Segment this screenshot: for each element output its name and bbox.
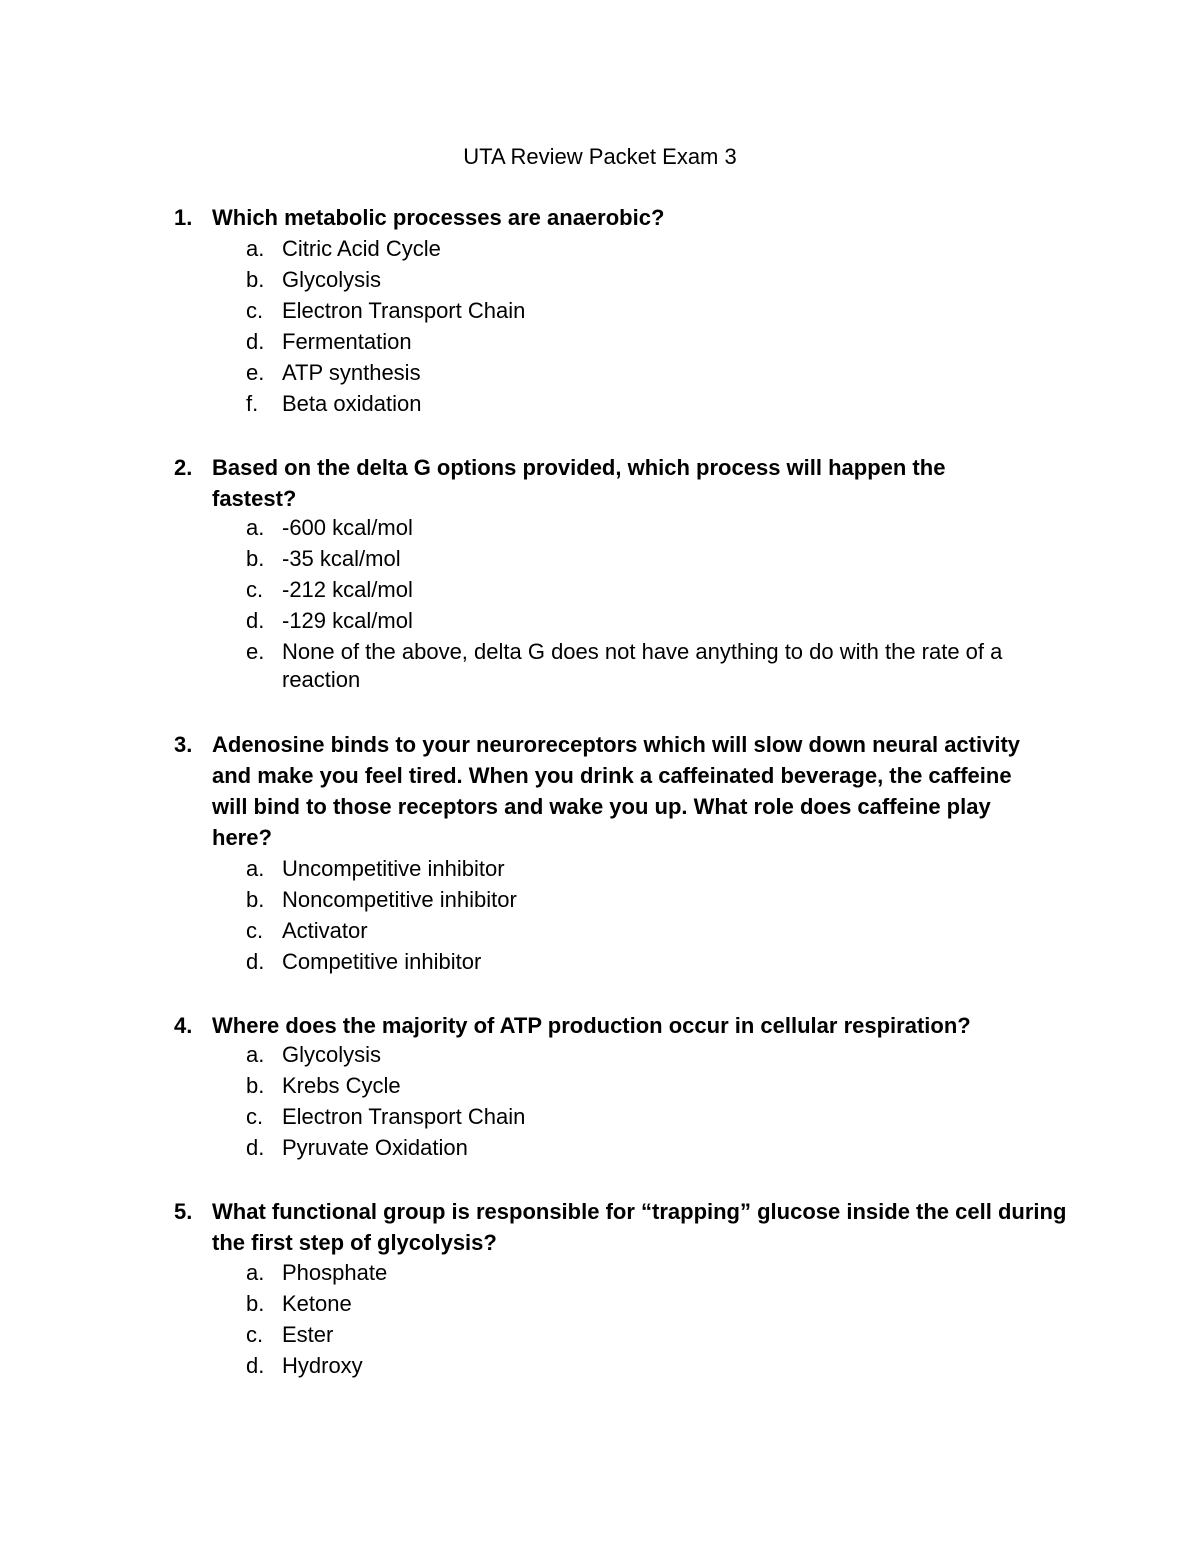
- option-letter: e.: [246, 639, 265, 664]
- option-text: Competitive inhibitor: [282, 949, 482, 974]
- option-text: Noncompetitive inhibitor: [282, 887, 517, 912]
- option-letter: d.: [246, 1135, 265, 1160]
- option-text: ATP synthesis: [282, 360, 421, 385]
- option-letter: b.: [246, 1291, 265, 1316]
- option-letter: c.: [246, 1322, 264, 1347]
- question-text: Where does the majority of ATP production occur in cellular respiration?: [212, 1013, 971, 1038]
- option-text: Activator: [282, 918, 368, 943]
- option-text: Glycolysis: [282, 1042, 382, 1067]
- option-text: Fermentation: [282, 329, 412, 354]
- option-text: -212 kcal/mol: [282, 577, 413, 602]
- option-letter: b.: [246, 546, 265, 571]
- question-number: 3.: [174, 732, 193, 757]
- option-text: Hydroxy: [282, 1353, 363, 1378]
- question-text: Which metabolic processes are anaerobic?: [212, 205, 665, 230]
- option-text: None of the above, delta G does not have anything to do with the rate of a reaction: [282, 639, 1003, 692]
- option-letter: b.: [246, 887, 265, 912]
- option-letter: a.: [246, 236, 265, 261]
- question-text: Adenosine binds to your neuroreceptors which will slow down neural activity and make you feel tired. When you drink a caffeinated beverage, the caffeine will bind to those receptors and wake you up. What role does caffeine play here?: [212, 732, 1021, 850]
- option-text: Citric Acid Cycle: [282, 236, 441, 261]
- question-number: 5.: [174, 1199, 193, 1224]
- option-text: Phosphate: [282, 1260, 388, 1285]
- option-text: Glycolysis: [282, 267, 382, 292]
- option-text: -129 kcal/mol: [282, 608, 413, 633]
- option-text: Ketone: [282, 1291, 352, 1316]
- option-text: Pyruvate Oxidation: [282, 1135, 468, 1160]
- option-text: -600 kcal/mol: [282, 515, 413, 540]
- option-text: -35 kcal/mol: [282, 546, 401, 571]
- option-text: Electron Transport Chain: [282, 298, 526, 323]
- question-number: 1.: [174, 205, 193, 230]
- option-letter: e.: [246, 360, 265, 385]
- option-text: Uncompetitive inhibitor: [282, 856, 505, 881]
- document-title: UTA Review Packet Exam 3: [463, 144, 737, 169]
- option-letter: a.: [246, 1260, 265, 1285]
- option-text: Krebs Cycle: [282, 1073, 401, 1098]
- option-letter: c.: [246, 577, 264, 602]
- option-letter: a.: [246, 515, 265, 540]
- question-text: What functional group is responsible for “trapping” glucose inside the cell during the first step of glycolysis?: [212, 1199, 1067, 1255]
- option-letter: d.: [246, 1353, 265, 1378]
- option-letter: c.: [246, 918, 264, 943]
- option-letter: f.: [246, 391, 259, 416]
- question-number: 2.: [174, 455, 193, 480]
- option-text: Ester: [282, 1322, 334, 1347]
- option-letter: b.: [246, 1073, 265, 1098]
- option-letter: a.: [246, 1042, 265, 1067]
- option-letter: c.: [246, 1104, 264, 1129]
- option-letter: d.: [246, 949, 265, 974]
- question-number: 4.: [174, 1013, 193, 1038]
- option-text: Electron Transport Chain: [282, 1104, 526, 1129]
- option-letter: d.: [246, 329, 265, 354]
- option-letter: d.: [246, 608, 265, 633]
- question-text: Based on the delta G options provided, which process will happen the fastest?: [212, 455, 946, 511]
- option-letter: b.: [246, 267, 265, 292]
- option-letter: c.: [246, 298, 264, 323]
- option-letter: a.: [246, 856, 265, 881]
- option-text: Beta oxidation: [282, 391, 422, 416]
